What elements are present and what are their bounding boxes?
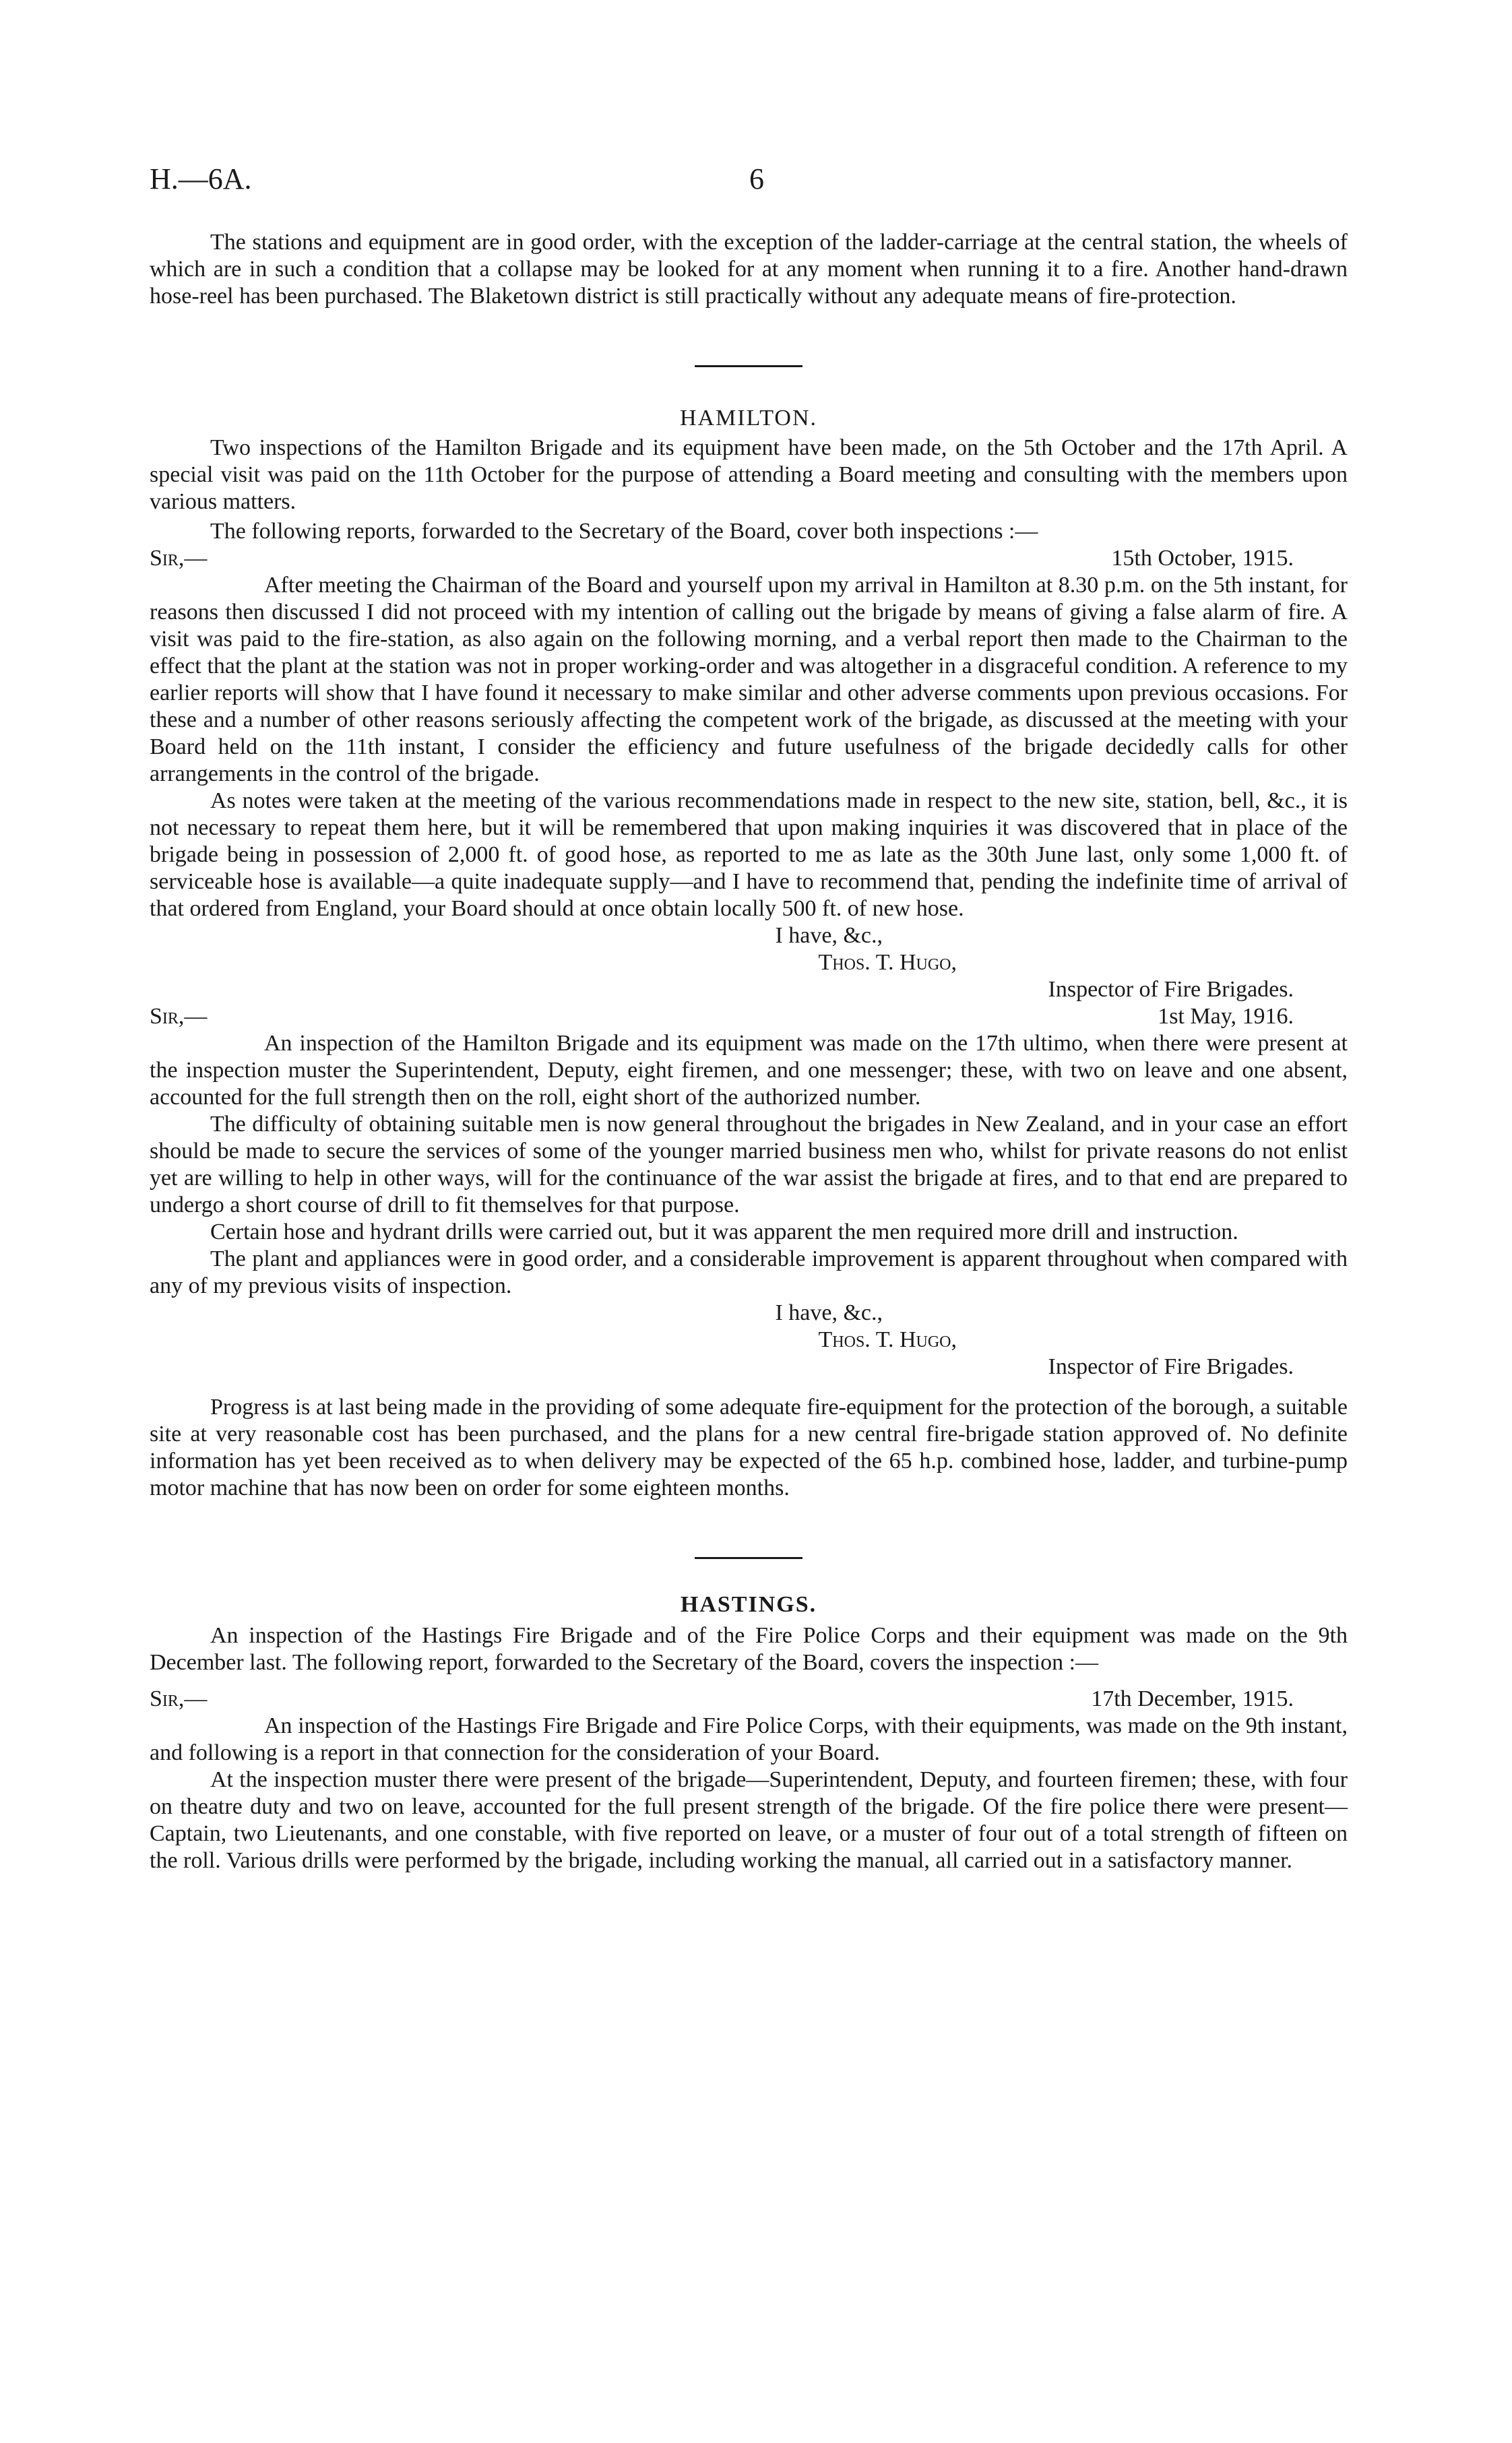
section-heading-hastings: HASTINGS.	[680, 1592, 817, 1617]
signatory-title: Inspector of Fire Brigades.	[1048, 1354, 1294, 1379]
hamilton-paragraph: Progress is at last being made in the providing of some adequate fire-equipment for the protection of the borough, a suitable site at very reasonable cost has been purchased, and the plans for a new central fire-brigade station approved of. No definite information has yet been received as to when delivery may be expected of the 65 h.p. combined hose, ladder, and turbine-pump motor machine that has now been on order for some eighteen months.	[150, 1395, 1348, 1500]
letter-paragraph: At the inspection muster there were present of the brigade—Superintendent, Deputy, and fourteen firemen; these, with four on theatre duty and two on leave, accounted for the full present strength of the brigade. Of the fire police there were present—Captain, two Lieutenants, and one constable, with five reported on leave, or a muster of four out of a total strength of fifteen on the roll. Various drills were performed by the brigade, including working the manual, all carried out in a satisfactory manner.	[150, 1767, 1348, 1873]
document-body	[150, 229, 1348, 1874]
section-heading-hamilton: HAMILTON.	[679, 406, 818, 431]
hamilton-paragraph: Two inspections of the Hamilton Brigade and its equipment have been made, on the 5th October and the 17th April. A special visit was paid on the 11th October for the purpose of attending a Board meeting and consulting with the members upon various matters.	[150, 435, 1348, 514]
page-header	[150, 162, 1348, 202]
letter-header	[150, 1686, 1348, 1713]
hamilton-paragraph: The following reports, forwarded to the Secretary of the Board, cover both inspections :—	[210, 519, 1038, 544]
letter-salutation: Sir,—	[150, 1004, 208, 1029]
letter-paragraph: The plant and appliances were in good order, and a considerable improvement is apparent throughout when compared with any of my previous visits of inspection.	[150, 1246, 1348, 1298]
letter-paragraph: As notes were taken at the meeting of the various recommendations made in respect to the new site, station, bell, &c., it is not necessary to repeat them here, but it will be remembered that upon making inquiries it was discovered that in place of the brigade being in possession of 2,000 ft. of good hose, as reported to me as late as the 30th June last, only some 1,000 ft. of serviceable hose is available—a quite inadequate supply—and I have to recommend that, pending the indefinite time of arrival of that ordered from England, your Board should at once obtain locally 500 ft. of new hose.	[150, 788, 1348, 921]
signatory-title: Inspector of Fire Brigades.	[1048, 977, 1294, 1002]
letter-salutation: Sir,—	[150, 546, 208, 571]
letter-paragraph: After meeting the Chairman of the Board and yourself upon my arrival in Hamilton at 8.30 p.m. on the 5th instant, for reasons then discussed I did not proceed with my intention of calling out the brigade by means of giving a false alarm of fire. A visit was paid to the fire-station, as also again on the following morning, and a verbal report then made to the Chairman to the effect that the plant at the station was not in proper working-order and was altogether in a disgraceful condition. A reference to my earlier reports will show that I have found it necessary to make similar and other adverse comments upon previous occasions. For these and a number of other reasons seriously affecting the competent work of the brigade, as discussed at the meeting with your Board held on the 11th instant, I consider the efficiency and future usefulness of the brigade decidedly calls for other arrangements in the control of the brigade.	[150, 573, 1348, 786]
document-reference: H.—6A.	[150, 162, 252, 195]
letter-date: 15th October, 1915.	[1111, 546, 1294, 571]
signature: Thos. T. Hugo,	[818, 950, 957, 975]
closing-line: I have, &c.,	[775, 923, 883, 948]
letter-paragraph: The difficulty of obtaining suitable men is now general throughout the brigades in New Zealand, and in your case an effort should be made to secure the services of some of the younger married business men who, whilst for private reasons do not enlist yet are willing to help in other ways, will for the continuance of the war assist the brigade at fires, and to that end are prepared to undergo a short course of drill to fit themselves for that purpose.	[150, 1112, 1348, 1217]
letter-date: 1st May, 1916.	[1158, 1004, 1294, 1029]
letter-header	[150, 545, 1348, 572]
page-number: 6	[749, 162, 764, 195]
letter-date: 17th December, 1915.	[1091, 1686, 1294, 1711]
letter-paragraph: An inspection of the Hamilton Brigade and its equipment was made on the 17th ultimo, when there were present at the inspection muster the Superintendent, Deputy, eight firemen, and one messenger; these, with two on leave and one absent, accounted for the full strength then on the roll, eight short of the authorized number.	[150, 1031, 1348, 1110]
letter-closing	[150, 1300, 1348, 1381]
hastings-paragraph: An inspection of the Hastings Fire Brigade and of the Fire Police Corps and their equipment was made on the 9th December last. The following report, forwarded to the Secretary of the Board, covers the inspection :—	[150, 1623, 1348, 1675]
intro-paragraph: The stations and equipment are in good order, with the exception of the ladder-carriage at the central station, the wheels of which are in such a condition that a collapse may be looked for at any moment when running it to a fire. Another hand-drawn hose-reel has been purchased. The Blaketown district is still practically without any adequate means of fire-protection.	[150, 230, 1348, 309]
signature: Thos. T. Hugo,	[818, 1327, 957, 1352]
letter-salutation: Sir,—	[150, 1686, 208, 1711]
letter-paragraph: An inspection of the Hastings Fire Brigade and Fire Police Corps, with their equipments, was made on the 9th instant, and following is a report in that connection for the consideration of your Board.	[150, 1713, 1348, 1765]
letter-paragraph: Certain hose and hydrant drills were carried out, but it was apparent the men required more drill and instruction.	[210, 1219, 1238, 1244]
letter-closing	[150, 922, 1348, 1003]
closing-line: I have, &c.,	[775, 1300, 883, 1325]
letter-header	[150, 1003, 1348, 1030]
